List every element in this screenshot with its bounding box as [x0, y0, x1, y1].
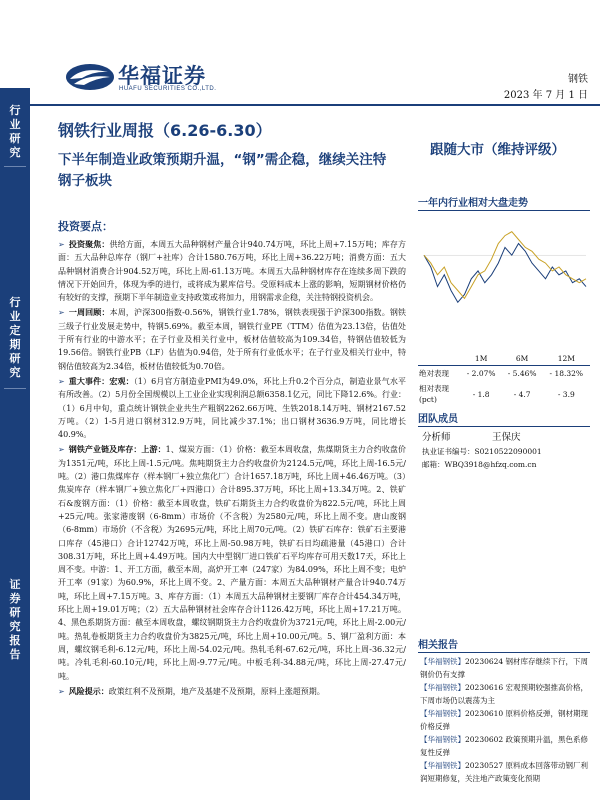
- analyst-name: 王保庆: [492, 432, 521, 443]
- table-cell: - 4.7: [513, 389, 531, 399]
- header-divider: [30, 104, 600, 106]
- sidebar-divider: [4, 388, 26, 389]
- table-row: [418, 381, 590, 407]
- report-subtitle: 下半年制造业政策预期升温，“钢”需企稳，继续关注特钢子板块: [58, 152, 387, 189]
- related-reports-heading: 相关报告: [418, 636, 590, 653]
- chart-series-line: [424, 244, 586, 303]
- chart-heading: 一年内行业相对大盘走势: [418, 194, 590, 211]
- related-report-category: 【华福钢铁】: [420, 709, 465, 718]
- related-report-item[interactable]: [420, 656, 592, 681]
- brand-name-en: HUAFU SECURITIES CO.,LTD.: [119, 86, 217, 92]
- paragraph-lead: 一周回顾：: [68, 307, 110, 318]
- related-report-category: 【华福钢铁】: [420, 761, 465, 770]
- body-paragraph: [58, 685, 406, 698]
- paragraph-text: 1、煤炭方面：（1）价格：截至本周收盘，焦煤期货主力合约收盘价为1351元/吨，环比上周-1.5元/吨。焦吨期货主力合约收盘价为2124.5元/吨，环比上周-16.5元/吨。（2）港口焦煤库存（样本钢厂+独立焦化厂）合计1657.18万吨，环比上周+46.46万吨。（3）焦炭库存（样本钢厂+独立焦化厂+四港口）合计895.37万吨，环比上周+13.34万吨。2、铁矿石&废钢方面：（1）价格：截至本周收盘，铁矿石期货主力合约收盘价为822.5元/吨，环比上周+25元/吨。张家港废钢（6-8mm）市场价（不含税）为2580元/吨，环比上周不变。唐山废钢（6-8mm）市场价（不含税）为2695元/吨，环比上周70元/吨。（2）铁矿石库存：铁矿石主要港口库存（45港口）合计12742万吨，环比上周-50.98万吨，铁矿石日均疏港量（45港口）合计308.31万吨，环比上周+4.49万吨。国内大中型钢厂进口铁矿石平均库存可用天数17天，环比上周不变。中游：1、开工方面，截至本周，高炉开工率（247家）为84.09%，环比上周不变；电炉开工率（91家）为60.9%，环比上周不变。2、产量方面：本周五大品种钢材产量合计940.74万吨，环比上周+7.15万吨。3、库存方面：（1）本周五大品种钢材主要钢厂库存合计454.34万吨，环比上周+19.01万吨；（2）五大品种钢材社会库存合计1126.42万吨，环比上周+17.21万吨。4、黑色系期货方面：截至本周收盘，螺纹钢期货主力合约收盘价为3721元/吨，环比上周-2.00元/吨。热轧卷板期货主力合约收盘价为3825元/吨，环比上周+10.00元/吨。5、钢厂盈利方面：本周，螺纹钢毛利-6.12元/吨，环比上周-54.02元/吨。热轧毛利-67.62元/吨，环比上周-36.32元/吨。冷轧毛利-60.10元/吨，环比上周-9.77元/吨。中板毛利-34.88元/吨，环比上周-27.47元/吨。: [58, 445, 407, 681]
- bullet-arrow-icon: ➢: [58, 240, 65, 249]
- sidebar-divider: [4, 166, 26, 167]
- huafu-logo-icon: [64, 62, 116, 92]
- table-cell: - 3.9: [557, 389, 575, 399]
- brand-name-cn: 华福证券: [118, 64, 206, 88]
- related-report-item[interactable]: [420, 734, 592, 759]
- bullet-arrow-icon: ➢: [58, 376, 65, 386]
- table-row: [418, 366, 590, 382]
- paragraph-lead: 投资聚焦：: [68, 239, 110, 249]
- left-sidebar: [0, 88, 30, 800]
- analyst-role: 分析师: [422, 432, 451, 443]
- paragraph-text: 供给方面，本周五大品种钢材产量合计940.74万吨，环比上周+7.15万吨；库存方面：五大品种总库存（钢厂+社库）合计1580.76万吨，环比上周+36.22万吨；消费方面：五大品种钢材消费合计904.52万吨，环比上周-61.13万吨。本周五大品种钢材库存在连续多周下跌的情况下开始回升，体现为季的进行，或将成为累库信号。受原料成本上涨的影响，短期钢材价格仍有较好的支撑，预期下半年制造业支持政策或将加力，用钢需求企稳，关注特钢投资机会。: [58, 240, 406, 303]
- row-label-relative: 相对表现 (pct): [419, 384, 449, 404]
- related-report-title: 20230527 原料成本回落带动钢厂利润短期修复，关注地产政策变化预期: [420, 761, 589, 783]
- bullet-arrow-icon: ➢: [58, 686, 65, 696]
- report-date: 2023 年 7 月 1 日: [503, 90, 588, 101]
- paragraph-text: 本周，沪深300指数-0.56%，钢铁行业1.78%，钢铁表现强于沪深300指数。钢铁三级子行业发展走势中，特钢5.69%。截至本周，钢铁行业PE（TTM）估值为23.13倍，估值处于所有行业的中游水平；在子行业及相关行业中，板材估值较高为109.34倍，特钢估值较低为19.56倍。钢铁行业PB（LF）估值为0.94倍，处于所有行业低水平；在子行业及相关行业中，特钢估值较高为2.34倍，板材估值较低为0.70倍。: [58, 308, 407, 371]
- sidebar-label-periodic-research: 行业定期研究: [9, 296, 21, 379]
- cert-number: S0210522090001: [474, 447, 542, 456]
- related-report-item[interactable]: [420, 708, 592, 733]
- table-cell: - 1.8: [472, 389, 490, 399]
- related-report-category: 【华福钢铁】: [420, 683, 465, 692]
- rating-label: 跟随大市（维持评级）: [430, 142, 565, 158]
- related-reports-list: [420, 656, 592, 786]
- email-label: 邮箱：: [422, 460, 445, 469]
- report-body: [58, 238, 406, 700]
- performance-header-6m: 6M: [502, 352, 543, 366]
- performance-table: [418, 352, 590, 407]
- relative-performance-chart: [420, 208, 590, 326]
- related-report-category: 【华福钢铁】: [420, 735, 465, 744]
- report-title: 钢铁行业周报（6.26-6.30）: [58, 121, 272, 140]
- analyst-block: [422, 430, 592, 471]
- performance-header-empty: [418, 352, 461, 366]
- sidebar-label-industry-research: 行业研究: [9, 104, 21, 159]
- related-report-item[interactable]: [420, 760, 592, 785]
- body-paragraph: [58, 375, 406, 441]
- performance-header-row: [418, 352, 590, 366]
- performance-header-1m: 1M: [461, 352, 502, 366]
- performance-header-12m: 12M: [543, 352, 590, 366]
- related-report-category: 【华福钢铁】: [420, 657, 465, 666]
- cert-label: 执业证书编号：: [422, 447, 475, 456]
- paragraph-text: （1）6月官方制造业PMI为49.0%，环比上升0.2个百分点，制造业景气水平有所改善。（2）5月份全国规模以上工业企业实现利润总额6358.1亿元，同比下降12.6%。行业：（1）6月中旬，重点统计钢铁企业共生产粗钢2262.66万吨、生铁2018.14万吨、钢材2167.52万吨。（2）1-5月进口钢材312.9万吨，同比减少37.1%；出口钢材3636.9万吨，同比增长40.9%。: [58, 376, 406, 440]
- body-paragraph: [58, 306, 406, 372]
- paragraph-lead: 重大事件：宏观：: [68, 375, 134, 386]
- bullet-arrow-icon: ➢: [58, 445, 65, 455]
- bullet-arrow-icon: ➢: [58, 308, 65, 318]
- body-paragraph: [58, 443, 406, 682]
- related-report-item[interactable]: [420, 682, 592, 707]
- paragraph-lead: 风险提示：: [68, 685, 109, 696]
- related-report-title: 20230602 政策预期升温，黑色系修复性反弹: [420, 735, 589, 757]
- related-report-title: 20230616 宏观预期较强推高价格，下周市场仍以震荡为主: [420, 683, 589, 705]
- table-cell: - 2.07%: [466, 369, 496, 378]
- paragraph-text: 政策红利不及预期，地产及基建不及预期，原料上涨超预期。: [108, 686, 325, 696]
- industry-label: 钢铁: [568, 74, 588, 85]
- key-points-heading: 投资要点：: [58, 220, 113, 233]
- table-cell: - 5.46%: [507, 369, 537, 378]
- related-report-title: 20230610 原料价格反弹，钢材期现价格反弹: [420, 709, 589, 731]
- paragraph-lead: 钢铁产业链及库存：上游：: [68, 444, 166, 455]
- analyst-email[interactable]: WBQ3918@hfzq.com.cn: [444, 460, 537, 469]
- table-cell: - 18.32%: [549, 369, 584, 378]
- row-label-absolute: 绝对表现: [419, 369, 449, 378]
- related-report-title: 20230624 钢材库存继续下行，下周钢价仍有支撑: [420, 657, 589, 679]
- chart-series-line: [424, 232, 586, 299]
- team-heading: 团队成员: [418, 410, 590, 427]
- sidebar-label-securities-report: 证券研究报告: [9, 578, 21, 661]
- body-paragraph: [58, 238, 406, 304]
